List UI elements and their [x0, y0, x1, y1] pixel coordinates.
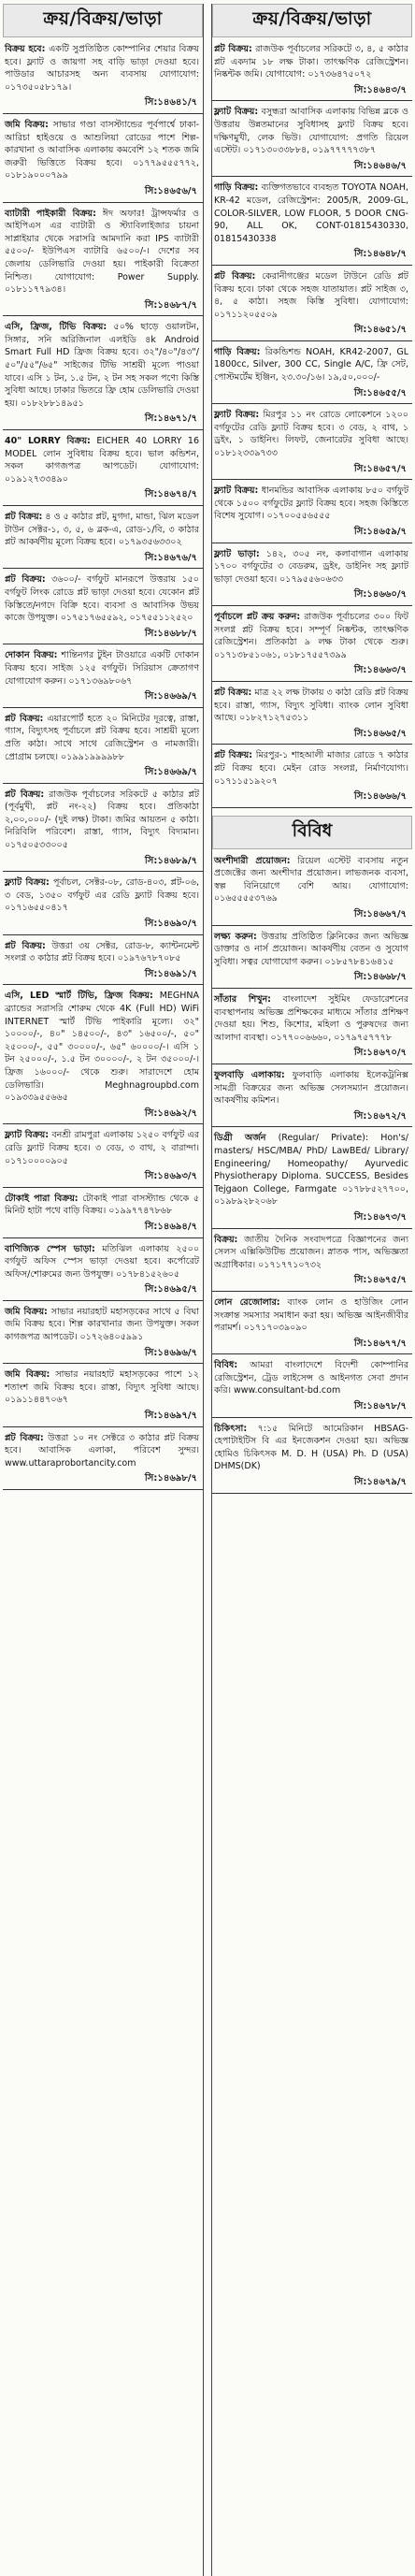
ad-divider	[212, 1493, 412, 1494]
ad-title: প্লট বিক্রয়:	[5, 1432, 44, 1443]
ad-divider	[3, 1426, 203, 1427]
ad-code: সি:১৪৬৬৮/৭	[353, 972, 407, 983]
ad-divider	[3, 1123, 203, 1124]
classified-ad	[212, 548, 412, 601]
ad-divider	[212, 176, 412, 177]
ad-title: ফুলবাড়ি এলাকায়:	[214, 1070, 285, 1080]
ad-body: রাজউক পূর্বাচলের ৩০০ ফিট সংলগ্ন প্লট বিক্রয় হবে। সম্পূর্ণ নিষ্কন্টক, তাৎক্ষণিক রেজিস্ট্রেশন। প্রতিকাঠা ৯ লক্ষ টাকা থেকে শুরু। ০১৭১৩৮৫১০৬১, ০১৮১৭৫৫৭৩৯৯	[214, 611, 408, 660]
classified-ad	[212, 1423, 412, 1489]
classified-ad	[212, 1069, 412, 1122]
ad-body: এয়ারপোর্ট হতে ২০ মিনিটের দূরত্বে, রাস্তা, গ্যাস, বিদ্যুৎসহ পূর্বাচলে প্লট বিক্রয় হবে। সাশ্রয়ী মূল্যে প্রতি কাঠা। সাথে সাথে রেজিস্ট্রেশন ও নামজারী। প্রোগ্রাম চলছে। ০১৯৯১৯৯৯৯৮৮	[5, 713, 199, 762]
ad-title: ব্যাটারী পাইকারী বিক্রয়:	[5, 208, 96, 219]
classified-ad	[3, 713, 203, 779]
classified-ad	[212, 993, 412, 1060]
ad-title: লোন রেজোলার:	[214, 1296, 280, 1308]
ad-body: ধানমন্ডির আবাসিক এলাকায় ৮৫০ বর্গফুট থেকে ১৫০০ বর্গফুটের ফ্ল্যাট বিক্রয় হবে। সহজ কিস্তিতে বিশেষ সুযোগ। ০১৭০০৫৫৬৫৫৫	[214, 485, 409, 522]
ad-divider	[212, 1353, 412, 1354]
classified-ad	[212, 106, 412, 172]
ad-code: সি:১৪৬৫৫/৭	[353, 387, 407, 398]
ad-code: সি:১৪৬৬০/৭	[353, 589, 407, 601]
ad-divider	[212, 988, 412, 989]
classified-ad	[3, 43, 203, 109]
ad-title: গাড়ি বিক্রয়:	[214, 346, 261, 357]
ad-code: সি:১৪৬৭৯/৭	[353, 1477, 407, 1488]
ad-code: সি:১৪৬৮৯/৭	[144, 855, 197, 866]
classified-ad	[3, 1306, 203, 1359]
ad-title: জমি বিক্রয়:	[5, 1306, 48, 1317]
ad-body: রিকন্ডিশন্ড NOAH, KR42-2007, GL 1800cc, Silver, 300 CC, Single A/C, ফ্রি সেট, পোস্টমর্টেম ইঞ্জিন, ২৩.৩০/১৬। ১৯,৫০,০০০/-	[214, 346, 409, 384]
ad-title: সাঁতার শিখুন:	[214, 994, 271, 1006]
ad-code: সি:১৪৬৬৯/৭	[144, 767, 197, 778]
ad-code: সি:১৪৬৯২/৭	[144, 1107, 197, 1119]
ad-code: সি:১৪৬৬৫/৭	[353, 728, 407, 739]
ad-title: ডিগ্রী অর্জন	[214, 1133, 266, 1144]
ad-divider	[212, 479, 412, 480]
ad-body: MEGHNA ব্র্যান্ডের সরাসরি শোরুম থেকে 4K (Full HD) WiFi INTERNET স্মার্ট টিভি পাইকারি মূল্যে। ৩২" ১০০০০/-, ৪০" ১৪৫০০/-, ৪৩" ১৬৫০০/-, ৫০" ২৫০০০/-, ৫৫" ৩০০০০/-, ৬৫" ৬০০০০/-। এসি ১ টন ২৫০০০/-, ১.৫ টন ৩০০০০/-, ২ টন ৩৫০০০/-। ফ্রিজ ১৬০০০/- থেকে শুরু। সারাদেশে হোম ডেলিভারি। Meghnagroupbd.com ০১৯৩৩৯৫৫৬৬৫	[5, 991, 199, 1104]
ad-body: ৩৬০০/- বর্গফুট মানরূপে উত্তরায় ১৫০ বর্গফুট লিংক রোডে প্লট ভাড়া দেওয়া হবে। যেকোন প্লট কিস্তিতে/নগদে বিক্রি হবে। ব্যবসা ও আবাসিক উভয় কাজে উপযুক্ত। ০১৭৫১৭৬৫৫৯২, ০১৭৫৫১১২৫২০	[5, 574, 199, 624]
ad-code: সি:১৪৬৭২/৭	[353, 1110, 407, 1122]
ad-title: প্লট বিক্রয়:	[214, 750, 253, 761]
ad-title: গাড়ি বিক্রয়:	[214, 182, 259, 194]
ad-code: সি:১৪৬৯৬/৭	[144, 1347, 197, 1358]
classified-ad	[3, 990, 203, 1120]
ad-divider	[212, 1291, 412, 1292]
classified-ad	[212, 1234, 412, 1287]
ad-title: অংশীদারী প্রয়োজন:	[214, 855, 291, 866]
ad-code: সি:১৪৬৪৩/৭	[353, 84, 407, 95]
ad-code: সি:১৪৬৯৫/৭	[144, 1284, 197, 1295]
ad-divider	[3, 113, 203, 114]
ad-code: সি:১৪৬৪৮/৭	[353, 249, 407, 260]
ad-body: মিরপুর-১ শাহআলী মাজার রোডে ৭ কাঠার প্লট বিক্রয় হবে। মেইন রোড সংলগ্ন, নির্মাণযোগ্য। ০১৭১১৫১৯২০৭	[214, 750, 408, 787]
ad-body: রিয়েল এস্টেট ব্যবসায় নতুন প্রজেক্টের জন্য অংশীদার প্রয়োজন। লাভজনক ব্যবসা, স্বল্প বিনিয়োগে বেশি আয়। যোগাযোগ: ০১৬৫৫৫৫৩৭৬৯	[214, 855, 408, 904]
classified-ad	[212, 611, 412, 677]
ad-title: প্লট বিক্রয়:	[214, 270, 256, 282]
ad-divider	[212, 1228, 412, 1229]
ad-code: সি:১৪৬৭০/৭	[353, 1048, 407, 1059]
ad-title: প্লট বিক্রয়:	[5, 512, 43, 522]
ad-title: 40" LORRY বিক্রয়:	[5, 436, 91, 447]
ad-code: সি:১৪৬৯৮/৭	[144, 1473, 197, 1484]
ad-title: ফ্ল্যাট বিক্রয়:	[5, 877, 50, 889]
ad-title: ফ্ল্যাট বিক্রয়:	[5, 1130, 50, 1141]
ad-divider	[3, 1489, 203, 1490]
ad-divider	[3, 934, 203, 935]
classified-ad	[3, 1129, 203, 1182]
classified-ad	[212, 346, 412, 399]
ad-body: ঈদ অফার! ট্রান্সফর্মার ও আইপিএস এর ব্যাটারী ও স্ট্যাবিলাইজার চায়না সাপ্লাইয়ার থেকে সরাসরি আমদানি করা IPS ব্যাটারী ৫৫০০/- ইউপিএস ব্যাটারি ৬৫০০/-। দেশের সব জেলায় ডেলিভারি দেওয়া হয়। পাইকারী বিক্রেতা নিশ্চিত। যোগাযোগ: Power Supply. ০১৮১১৭৭৯৩৪।	[5, 208, 199, 296]
ad-title: চিকিৎসা:	[214, 1423, 248, 1434]
ad-code: সি:১৪৬৫১/৭	[353, 325, 407, 336]
ad-divider	[212, 1126, 412, 1127]
ad-body: সাভার গণ্ডা বাসস্ট্যান্ডের পূর্বপার্শ্বে ঢাকা-আরিচা হাইওয়ে ও আশুলিয়া রোডের পাশে শিল্প-কারখানা ও আবাসিক এলাকায় কমবেশি ১২ শতক জমি জরুরী ভিত্তিতে বিক্রয় হবে। ০১৭৭৯৫৫৫৭৭২, ০১৮১৯০০০৭৯৯	[5, 119, 200, 181]
classified-ad	[212, 1359, 412, 1412]
ad-body: রাজউক পূর্বাচলের সরিকটে ৩, ৪, ৫ কাঠার প্লট একদাম ১৮ লক্ষ টাকা। তাৎক্ষণিক রেজিস্ট্রেশন। নিষ্কন্টক জমি। যোগাযোগ: ০১৭৩৬৪৭৫০৭২	[214, 44, 408, 80]
classified-ad	[212, 181, 412, 261]
classified-ad	[212, 749, 412, 803]
ad-divider	[3, 1300, 203, 1301]
ad-divider	[212, 265, 412, 266]
classified-ad	[3, 573, 203, 640]
ad-body: ফুলবাড়ি এলাকায় ইলেকট্রনিক্স সামগ্রী বিক্রয়ের জন্য অভিজ্ঞ সেলসম্যান প্রয়োজন। আকর্ষণীয় কমিশন।	[214, 1070, 408, 1107]
ad-code: সি:১৪৬৯৭/৭	[144, 1411, 197, 1422]
ad-code: সি:১৪৬৮৭/৭	[144, 299, 197, 311]
ad-title: টোকাই পারা বিক্রয়:	[5, 1193, 79, 1204]
ad-body: জাতীয় দৈনিক সংবাদপত্রে বিজ্ঞাপনের জন্য সেলস এক্সিকিউটিভ প্রয়োজন। স্নাতক পাস, অভিজ্ঞতা অগ্রাধিকার। ০১৭১৭৭১০৭৩২	[214, 1234, 408, 1270]
right-column	[211, 4, 412, 2576]
ad-body: আমরা বাংলাদেশে বিদেশী কোম্পানির রেজিস্ট্রেশন, ট্রেড লাইসেন্স ও আইনগত সেবা প্রদান করি। www.consultant-bd.com	[214, 1360, 408, 1397]
ad-divider	[212, 744, 412, 745]
classified-ad	[3, 1193, 203, 1234]
classified-ad	[212, 1296, 412, 1350]
ad-code: সি:১৪৬৯১/৭	[144, 968, 197, 979]
ad-title: প্লট বিক্রয়:	[5, 940, 46, 951]
ad-body: মিরপুর ১১ নং রোডে লোকেশনে ১২০০ বর্গফুটের রেডি ফ্ল্যাট বিক্রয় হবে। ৩ বেড, ২ বাথ, ১ ড্রইং, ১ ডাইনিং। লিফট, জেনারেটর সুবিধা আছে। ০১৮১২৩৩৯৭৩৩	[214, 410, 408, 459]
misc-ads-list	[212, 855, 412, 1494]
ad-divider	[3, 315, 203, 316]
ad-body: শান্তিনগর টুইন টাওয়ারে একটি দোকান বিক্রয় হবে। সাইজ ১২৫ বর্গফুট। সিরিয়াস ক্রেতাগণ যোগাযোগ করুন। ০১৭১৩৬৯৮০৬৭	[5, 650, 199, 687]
ad-title: ফ্ল্যাট বিক্রয়:	[214, 485, 259, 497]
ad-code: সি:১৪৬৭৩/৭	[353, 1211, 407, 1223]
ad-divider	[212, 403, 412, 404]
ad-divider	[3, 505, 203, 506]
classified-ad	[212, 270, 412, 337]
ad-code: সি:১৪৬৭৮/৭	[353, 1401, 407, 1412]
ad-body: বসুন্ধরা আবাসিক এলাকায় বিভিন্ন ব্লকে ও উত্তরায় উন্নতমানের সুবিধাসহ ফ্ল্যাট বিক্রয় হবে। দক্ষিণমুখী, লেক ভিউ। যোগাযোগ: প্রগতি রিয়েল এস্টেট। ০১৭১৩০৩৩৮৮৪, ০১৯৭৭৭৭৭৩৮৭	[214, 107, 408, 156]
ad-code: সি:১৪৬৯০/৭	[144, 919, 197, 930]
classified-ad	[3, 1243, 203, 1296]
ad-divider	[3, 1187, 203, 1188]
classified-ad	[212, 485, 412, 538]
ad-title: প্লট বিক্রয়:	[214, 687, 252, 698]
ad-body: উত্তরা ৩য় সেক্টর, রোড-৮, ক্যান্টনমেন্ট সংলগ্ন ৩ কাঠার প্লট বিক্রয় হবে। ০১৯৭৬৭৮৭০৮৫	[5, 940, 199, 964]
ad-code: সি:১৪৬৭৫/৭	[353, 1275, 407, 1286]
left-column	[3, 4, 204, 2576]
ad-title: জমি বিক্রয়:	[5, 119, 49, 130]
ad-code: সি:১৪৬৬৬/৭	[353, 791, 407, 803]
section-header-miscellaneous: বিবিধ	[212, 816, 412, 849]
ad-body: একটি সুপ্রতিষ্ঠিত কোম্পানির শেয়ার বিক্রয় হবে। ফ্ল্যাট ও জায়গা সহ বাড়ি ভাড়া দেওয়া হবে। পাউডার আচারসহ অন্য ব্যবসায় যোগাযোগ: ০১৭৩৫০৫৮১৭৯।	[5, 44, 199, 93]
ad-body: সাভার নয়ারহাট মহাসড়কের সাথে ৫ বিঘা জমি বিক্রয় হবে। শিল্প কারখানার জন্য উপযুক্ত। সকল কাগজপত্র আপডেট। ০১৭২৬৪০৫৯৯১	[5, 1306, 199, 1343]
ad-body: মাত্র ২২ লক্ষ টাকায় ৩ কাঠা রেডি প্লট বিক্রয় হবে। রাস্তা, গ্যাস, বিদ্যুৎ সুবিধা। ব্যাংক লোন সুবিধা আছে। ০১৮২৭১২৭৫৩১১	[214, 687, 408, 724]
ad-title: পূর্বাচলে প্লট ক্রয় করুন:	[214, 611, 301, 622]
ad-title: বিক্রয় হবে:	[5, 44, 46, 54]
ad-title: দোকান বিক্রয়:	[5, 650, 58, 661]
ad-divider	[212, 925, 412, 926]
ad-code: সি:১৪৬৭৬/৭	[144, 552, 197, 563]
ad-divider	[212, 100, 412, 101]
classified-ad	[3, 1368, 203, 1422]
ad-divider	[212, 340, 412, 341]
ad-body: পূর্বাচল, সেক্টর-০৮, রোড-৪০৩, প্লট-০৬, ৩ বেড, ১৩৫০ বর্গফুট এর রেডি ফ্ল্যাট বিক্রয় হবে। ০১৭১৬৫৫০৪১৭	[5, 877, 199, 914]
ad-code: সি:১৪৬৫৭/৭	[353, 463, 407, 474]
ad-title: ফ্ল্যাট বিক্রয়:	[214, 410, 260, 421]
ad-divider	[212, 605, 412, 606]
ad-title: লক্ষ্য করুন:	[214, 931, 257, 942]
ad-body: বাংলাদেশ সুইমিং ফেডারেশনের ব্যবস্থাপনায় অভিজ্ঞ প্রশিক্ষকের মাধ্যমে সাঁতার প্রশিক্ষণ দেওয়া হয়। শিশু, কিশোর, মহিলা ও পুরুষদের জন্য আলাদা ব্যবস্থা। ০১৭৭০০৬৬৬০, ০১৭৯৭৫৭৭৭৮	[214, 994, 408, 1043]
ad-code: সি:১৪৬৫৬/৭	[144, 185, 197, 196]
ad-code: সি:১৪৬৬৭/৭	[353, 909, 407, 920]
ad-body: ব্যক্তিগতভাবে ব্যবহৃত TOYOTA NOAH, KR-42 মডেল, রেজিস্ট্রেশন: 2005/R, 2009-GL, COLOR-SILVER, LOW FLOOR, 5 DOOR CNG-90, ALL OK, CONT-01815430330, 01815430338	[214, 182, 408, 244]
ad-title: প্লট বিক্রয়:	[5, 574, 46, 586]
ad-title: বিবিধ:	[214, 1360, 238, 1371]
ad-code: সি:১৪৬৪১/৭	[144, 97, 197, 109]
ad-body: ব্যাংক লোন ও হাউজিং লোন সংক্রান্ত সমস্যার সমাধান করা হয়। অভিজ্ঞ আইনজীবীর পরামর্শ। ০১৭১৭০৩৯০৯০	[214, 1296, 408, 1334]
ad-body: উত্তরা ১০ নং সেক্টরে ৩ কাঠার প্লট বিক্রয় হবে। আবাসিক এলাকা, পরিবেশ সুন্দর। www.uttaraprobortancity.com	[5, 1432, 199, 1469]
classified-ad	[212, 855, 412, 921]
ad-code: সি:১৪৬৪৬/৭	[353, 160, 407, 171]
ad-divider	[212, 681, 412, 682]
ad-body: বনশ্রী রামপুরা এলাকায় ১২৫০ বর্গফুট এর রেডি ফ্ল্যাট বিক্রয় হবে। ৩ বেড, ৩ বাথ, ২ বারান্দা। ০১৭১০০০০৯০৫	[5, 1130, 199, 1166]
right-ads-list	[212, 43, 412, 808]
ad-title: প্লট বিক্রয়:	[214, 44, 252, 54]
section-header-buy-sell-rent: ক্রয়/বিক্রয়/ভাড়া	[3, 4, 203, 37]
ad-divider	[212, 807, 412, 808]
classified-ad	[3, 789, 203, 868]
ad-title: জমি বিক্রয়:	[5, 1369, 50, 1381]
ad-body: সাভার নয়ারহাট মহাসড়কের পাশে ১২ শতাংশ জমি বিক্রয় হবে। রাস্তা, বিদ্যুৎ সুবিধা আছে। ০১৯১১৪৪৭০৬৭	[5, 1369, 199, 1406]
classified-ad	[3, 940, 203, 981]
classified-ad	[3, 321, 203, 426]
section-header-buy-sell-rent-right: ক্রয়/বিক্রয়/ভাড়া	[212, 4, 412, 37]
ad-body: ৭:১৫ মিনিটে আমেরিকান HBSAG-হেপাটাইটিস বি এর ইনজেকশন দেওয়া হয়। অভিজ্ঞ হোমিও চিকিৎসক M. D. H (USA) Ph. D (USA) DHMS(DK)	[214, 1423, 408, 1472]
ad-body: EICHER 40 LORRY 16 MODEL লোন সুবিধায় বিক্রয় হবে। ভাল কন্ডিশন, সকল কাগজপত্র আপডেট। যোগাযোগ: ০১৯১২৭৩৩৪৯০	[5, 436, 199, 485]
ad-code: সি:১৪৬৯৪/৭	[144, 1221, 197, 1232]
ad-divider	[3, 707, 203, 708]
ad-divider	[3, 1363, 203, 1364]
ad-body: ১৪২, ৩০৫ নং, কলাবাগান এলাকায় ১৭০০ বর্গফুটের ৩ বেডরুম, ড্রইং, ডাইনিং সহ ফ্ল্যাট ভাড়া দেওয়া হবে। ০১৭৯৫৫৬০৬৩৩	[214, 548, 408, 585]
ad-title: এসি, ফ্রিজ, টিভি বিক্রয়:	[5, 322, 107, 333]
ad-code: সি:১৪৬৭১/৭	[144, 413, 197, 425]
ad-body: ৪ ও ৫ কাঠার প্লট, মুগদা, মান্ডা, ঝিল মডেল টাউন সেক্টর-১, ৩, ৫, ৬ ব্লক-এ, রোড-১/বি, ৩ কাঠার প্লট আকর্ষণীয় মূল্যে বিক্রয় হবে। ০১৭৯৩৫৬৩৩০২	[5, 512, 199, 548]
classified-ad	[212, 931, 412, 984]
ad-divider	[3, 1237, 203, 1238]
classified-ad	[212, 43, 412, 96]
classified-ad	[3, 435, 203, 501]
ad-divider	[3, 429, 203, 430]
ad-code: সি:১৪৬৯৩/৭	[144, 1171, 197, 1182]
classified-ad	[3, 1432, 203, 1485]
classified-ad	[3, 511, 203, 564]
ad-body: মতিঝিল এলাকায় ২৫০০ বর্গফুট অফিস স্পেস ভাড়া দেওয়া হবে। কর্পোরেট অফিস/শোরুমের জন্য উপযুক্ত। ০১৭৮৪১৫২৬০৫	[5, 1243, 199, 1280]
ad-title: প্লট বিক্রয়:	[5, 713, 44, 724]
classified-ad	[3, 649, 203, 702]
classified-ad	[212, 1132, 412, 1223]
classified-ad	[3, 876, 203, 930]
left-ads-list	[3, 43, 203, 1490]
ad-divider	[3, 984, 203, 985]
ad-divider	[3, 871, 203, 872]
ad-divider	[3, 783, 203, 784]
ad-body: (Regular/ Private): Hon's/ masters/ HSC/MBA/ PhD/ LawBEd/ Library/ Engineering/ Homeopathy/ Ayurvedic Physiotherapy Diploma. SUCCESS, Besides Tejgaon College, Farmgate ০১৭৮৮৫২৭৭০০, ০১৯৮৯২৮২০৬৮	[214, 1133, 408, 1208]
ad-title: বিক্রয়:	[214, 1234, 238, 1245]
ad-body: উত্তরায় প্রতিষ্ঠিত ক্লিনিকের জন্য অভিজ্ঞ ডাক্তার ও নার্স প্রয়োজন। আকর্ষণীয় বেতন ও সুযোগ সুবিধা। সত্বর যোগাযোগ করুন। ০১৮৫৭৮৪১৬৪১৫	[214, 931, 408, 967]
ad-code: সি:১৪৬৭৭/৭	[353, 1338, 407, 1349]
ad-title: ফ্ল্যাট বিক্রয়:	[214, 107, 259, 118]
ad-body: রাজউক পূর্বাচলের সরিকটে ৫ কাঠার প্লট (পূর্বমুখী, প্লট নং-২২) বিক্রয় হবে। প্রতিকাঠা ২,০০,০০০/- (দুই লক্ষ) টাকা। জমির আয়তন ৫ কাঠা। নিরিবিলি পরিবেশ। রাস্তা, গ্যাস, বিদ্যুৎ বিদ্যমান। ০১৭৫০৫৩৩০০৫	[5, 789, 199, 851]
ad-body: টোকাই পারা বাসস্ট্যান্ড থেকে ৫ মিনিট হাটা পথে বাড়ি বিক্রয়। ০১৯৯৭৭৪৭৮৬৮	[5, 1193, 199, 1217]
classified-ad	[3, 119, 203, 198]
ad-title: এসি, LED স্মার্ট টিভি, ফ্রিজ বিক্রয়:	[5, 991, 153, 1002]
ad-divider	[3, 568, 203, 569]
ad-title: প্লট বিক্রয়:	[5, 789, 45, 800]
ad-body: কেরানীগঞ্জের মডেল টাউনে রেডি প্লট বিক্রয় হবে। ঢাকা থেকে সহজ যাতায়াত। প্লট সাইজ ৩, ৪, ৫ কাঠা। সহজ কিস্তি সুবিধা। যোগাযোগ: ০১৭১১২০৫৫০৯	[214, 270, 408, 320]
ad-code: সি:১৪৬৫৯/৭	[353, 527, 407, 537]
ad-code: সি:১৪৬৬৯/৭	[144, 691, 197, 702]
ad-code: সি:১৪৬৮৮/৭	[144, 628, 197, 639]
ad-code: সি:১৪৬৭৪/৭	[144, 489, 197, 500]
ad-body: ৫০% ছাড়ে ওয়ালটন, সিঙ্গার, সনি অরিজিনাল এলইডি ৪k Android Smart Full HD ফ্রিজ বিক্রয় হবে। ৩২"/৪০"/৪৩"/৫০"/৫৫"/৬৫" সাইজের টিভি সাশ্রয়ী মূল্যে পাওয়া যাবে। এসি ১ টন, ১.৫ টন, ২ টন সহ সকল পণ্যে কিস্তি সুবিধা আছে। ঢাকার ভিতরে ফ্রি হোম ডেলিভারি দেওয়া হয়। ০১৮২৮৮১৪৯৫১	[5, 322, 199, 409]
classified-ad	[212, 409, 412, 475]
ad-title: ফ্ল্যাট ভাড়া:	[214, 548, 260, 559]
ad-title: বাণিজ্যিক স্পেস ভাড়া:	[5, 1243, 95, 1254]
ad-divider	[212, 1417, 412, 1418]
classified-ad	[212, 687, 412, 740]
ad-code: সি:১৪৬৬৩/৭	[353, 665, 407, 676]
ad-divider	[3, 202, 203, 203]
classified-ad	[3, 208, 203, 312]
